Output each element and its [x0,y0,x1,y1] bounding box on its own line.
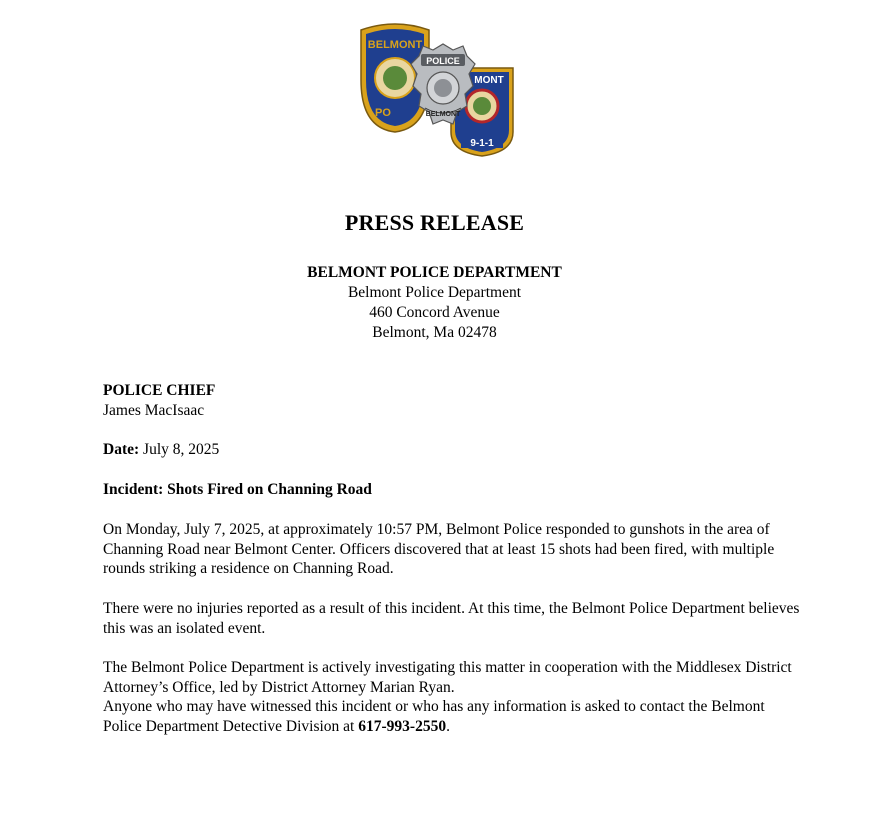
left-patch-text: BELMONT [367,39,423,51]
contact-phone: 617-993-2550 [358,717,447,735]
logo-group-graphic [355,20,515,158]
badge-bottom-text: BELMONT [425,111,461,118]
date-line [103,441,219,459]
paragraph-3b [103,697,803,736]
department-address-block [0,263,869,343]
paragraph-3b-text: Anyone who may have witnessed this incident or who has any information is asked to contact the Belmont Police Department Detective Division at [103,698,765,735]
incident-heading: Incident: Shots Fired on Channing Road [103,481,372,498]
left-patch-lower-text: PO [375,107,391,119]
right-patch-911-text: 9-1-1 [470,138,494,149]
chief-name: James MacIsaac [103,402,205,419]
right-patch-text: MONT [474,75,504,86]
address-line2: Belmont, Ma 02478 [372,324,497,341]
badge-top-text: POLICE [426,56,460,66]
department-heading: BELMONT POLICE DEPARTMENT [307,264,562,281]
department-logos [355,20,515,158]
address-line1: 460 Concord Avenue [369,304,500,321]
paragraph-3-end: . [446,717,450,735]
paragraph-1: On Monday, July 7, 2025, at approximately 10:57 PM, Belmont Police responded to gunshots in the area of Channing Road near Belmont Center. Officers discovered that at least 15 shots had been fired, with multiple rounds striking a residence on Channing Road. [103,521,775,578]
chief-label: POLICE CHIEF [103,382,216,399]
date-label: Date: [103,441,140,458]
paragraph-2: There were no injuries reported as a result of this incident. At this time, the Belmont Police Department believes this was an isolated event. [103,600,800,637]
department-name: Belmont Police Department [347,284,522,301]
paragraph-3 [103,658,803,736]
date-value: July 8, 2025 [139,441,220,458]
page-title: PRESS RELEASE [344,210,525,235]
paragraph-3a: The Belmont Police Department is actively investigating this matter in cooperation with the Middlesex District Attorney’s Office, led by District Attorney Marian Ryan. [103,659,792,696]
